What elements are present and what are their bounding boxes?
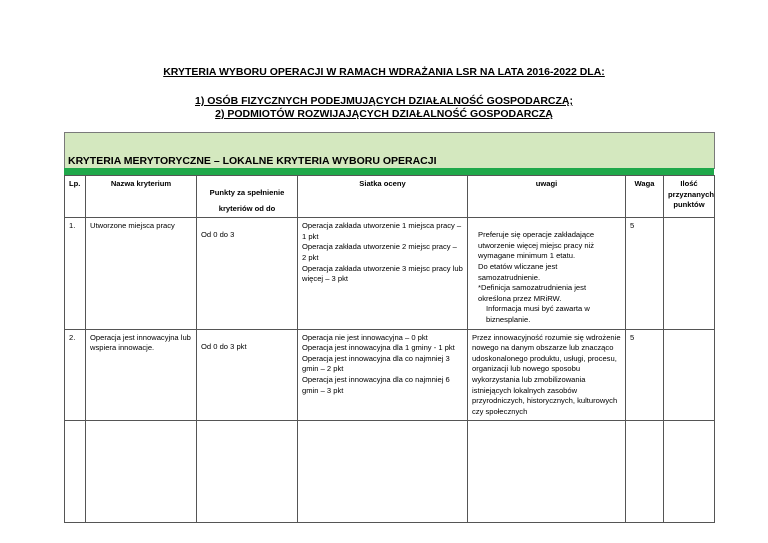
scale-line: Operacja zakłada utworzenie 1 miejsca pracy – 1 pkt <box>302 221 462 241</box>
subtitle-1: 1) OSÓB FIZYCZNYCH PODEJMUJĄCYCH DZIAŁALNOŚĆ GOSPODARCZĄ; <box>194 95 573 107</box>
section-title: KRYTERIA MERYTORYCZNE – LOKALNE KRYTERIA WYBORU OPERACJI <box>68 155 437 167</box>
cell-name: Utworzone miejsca pracy <box>86 218 197 329</box>
table-row <box>65 329 715 421</box>
cell-empty <box>86 421 197 523</box>
note-line: *Definicja samozatrudnienia jest określona przez MRiRW. <box>478 283 587 303</box>
header-notes: uwagi <box>468 176 626 218</box>
cell-scale <box>298 329 468 421</box>
cell-empty <box>298 421 468 523</box>
note-line: Preferuje się operacje zakładające utworzenie więcej miejsc pracy niż wymagane minimum 1 etatu. <box>478 230 595 261</box>
header-awarded: Ilość przyznanych punktów <box>664 176 715 218</box>
header-name: Nazwa kryterium <box>86 176 197 218</box>
header-points-line1: Punkty za spełnienie <box>209 188 285 197</box>
cell-notes <box>468 218 626 329</box>
cell-awarded <box>664 218 715 329</box>
cell-empty <box>626 421 664 523</box>
cell-weight: 5 <box>626 218 664 329</box>
cell-lp: 2. <box>65 329 86 421</box>
cell-lp: 1. <box>65 218 86 329</box>
header-scale: Siatka oceny <box>298 176 468 218</box>
header-points <box>197 176 298 218</box>
cell-empty <box>197 421 298 523</box>
note-line: Do etatów wliczane jest samozatrudnienie. <box>478 261 558 282</box>
table-header-row <box>65 176 715 218</box>
header-weight: Waga <box>626 176 664 218</box>
cell-name: Operacja jest innowacyjna lub wspiera innowacje. <box>86 329 197 421</box>
scale-line: Operacja zakłada utworzenie 2 miejsc pracy – 2 pkt <box>302 242 457 262</box>
cell-empty <box>65 421 86 523</box>
header-lp: Lp. <box>65 176 86 218</box>
cell-weight: 5 <box>626 329 664 421</box>
header-points-line2: kryteriów od do <box>218 203 276 213</box>
scale-line: Operacja jest innowacyjna dla co najmniej 6 gmin – 3 pkt <box>302 374 450 395</box>
criteria-table <box>64 175 715 523</box>
note-line: Przez innowacyjność rozumie się wdrożenie nowego na danym obszarze lub znacząco udoskonalonego produktu, usługi, procesu, organizacji lub nowego sposobu wykorzystania lub zmobilizowania istniejących lokalnych zasobów przyrodniczych, historycznych, kulturowych czy społecznych <box>472 332 621 416</box>
scale-line: Operacja zakłada utworzenie 3 miejsc pracy lub więcej – 3 pkt <box>302 263 463 284</box>
scale-line: Operacja nie jest innowacyjna – 0 pkt <box>302 332 428 342</box>
subtitle-2: 2) PODMIOTÓW ROZWIJAJĄCYCH DZIAŁALNOŚĆ GOSPODARCZĄ <box>215 108 553 120</box>
scale-line: Operacja jest innowacyjna dla 1 gminy - 1 pkt <box>302 343 455 353</box>
document-title: KRYTERIA WYBORU OPERACJI W RAMACH WDRAŻANIA LSR NA LATA 2016-2022 DLA: <box>163 66 605 78</box>
cell-empty <box>468 421 626 523</box>
cell-points: Od 0 do 3 pkt <box>197 329 298 421</box>
cell-points: Od 0 do 3 <box>197 218 298 329</box>
cell-empty <box>664 421 715 523</box>
table-row-empty <box>65 421 715 523</box>
section-strip <box>64 168 714 175</box>
scale-line: Operacja jest innowacyjna dla co najmniej 3 gmin – 2 pkt <box>302 353 450 374</box>
note-line: Informacja musi być zawarta w biznesplanie. <box>486 304 590 324</box>
cell-awarded <box>664 329 715 421</box>
cell-scale <box>298 218 468 329</box>
table-row <box>65 218 715 329</box>
cell-notes <box>468 329 626 421</box>
